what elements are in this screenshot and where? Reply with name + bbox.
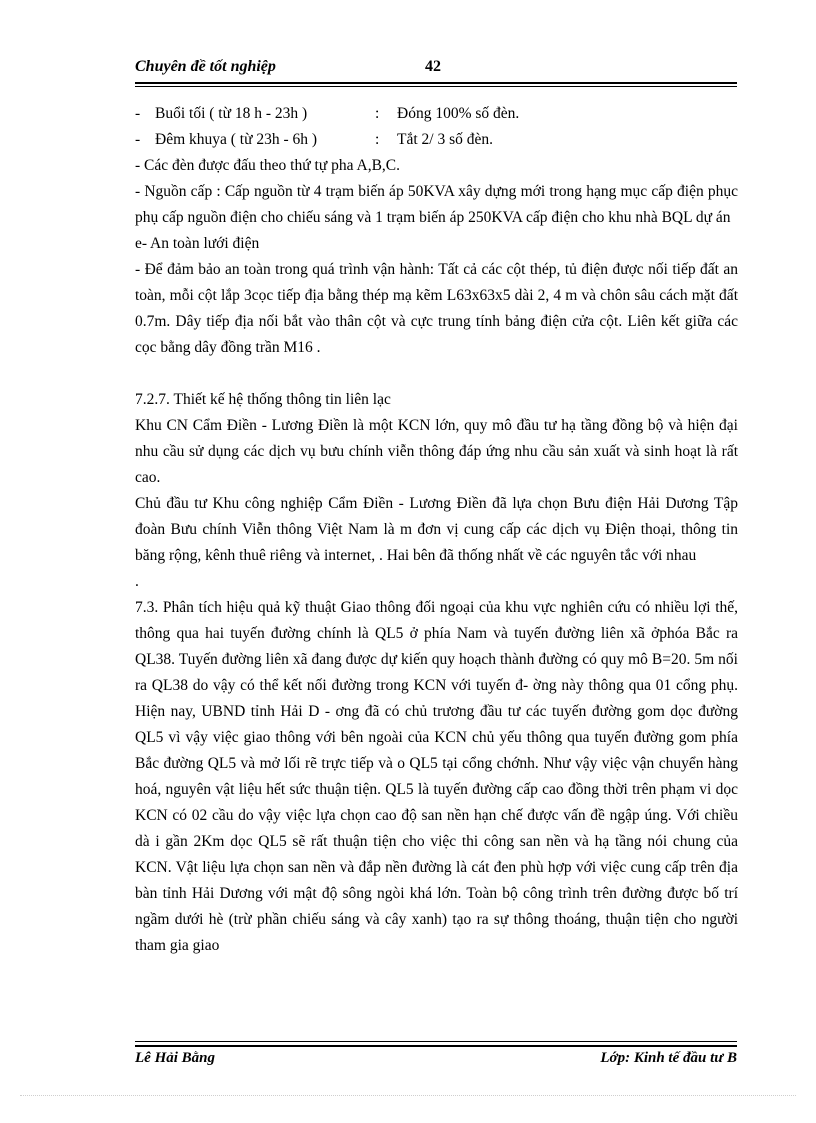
list-value: Đóng 100% số đèn. — [397, 105, 520, 122]
paragraph: - Để đảm bảo an toàn trong quá trình vận hành: Tất cả các cột thép, tủ điện được nối tiếp đất an toàn, mỗi cột lắp 3cọc tiếp địa bằng thép mạ kẽm L63x63x5 dài 2, 4 m và chôn sâu cách mặt đất 0.7m. Dây tiếp địa nối bắt vào thân cột và cực trung tính bảng điện cửa cột. Liên kết giữa các cọc bằng dây đồng trần M16 . — [135, 261, 738, 356]
header-rule-thin — [135, 86, 737, 87]
page-footer — [135, 1050, 737, 1072]
page-body — [135, 101, 738, 959]
paragraph: - Các đèn được đấu theo thứ tự pha A,B,C. — [135, 157, 400, 174]
footer-rule-thin — [135, 1041, 737, 1042]
list-item — [135, 101, 738, 127]
list-dash: - — [135, 131, 141, 148]
page-edge-divider — [20, 1095, 796, 1096]
section-heading: e- An toàn lưới điện — [135, 235, 260, 252]
list-colon: : — [375, 105, 380, 122]
page-number: 42 — [425, 58, 441, 75]
paragraph: Khu CN Cẩm Điền - Lương Điền là một KCN lớn, quy mô đầu tư hạ tầng đồng bộ và hiện đại nhu cầu sử dụng các dịch vụ bưu chính viễn thông đáp ứng nhu cầu sản xuất và sinh hoạt là rất cao. — [135, 417, 738, 486]
list-value: Tắt 2/ 3 số đèn. — [397, 131, 493, 148]
section-heading: 7.2.7. Thiết kế hệ thống thông tin liên lạc — [135, 391, 391, 408]
list-label: Đêm khuya ( từ 23h - 6h ) — [155, 131, 318, 148]
header-rule-thick — [135, 82, 737, 84]
list-colon: : — [375, 131, 380, 148]
list-label: Buổi tối ( từ 18 h - 23h ) — [155, 105, 308, 122]
spacer — [135, 361, 738, 387]
page-header — [135, 58, 737, 80]
footer-class: Lớp: Kinh tế đầu tư B — [600, 1050, 737, 1066]
list-dash: - — [135, 105, 141, 122]
footer-rule-thick — [135, 1045, 737, 1047]
paragraph: - Nguồn cấp : Cấp nguồn từ 4 trạm biến áp 50KVA xây dựng mới trong hạng mục cấp điện phục phụ cấp nguồn điện cho chiếu sáng và 1 trạm biến áp 250KVA cấp điện cho khu nhà BQL dự án — [135, 183, 738, 226]
header-title: Chuyên đề tốt nghiệp — [135, 58, 276, 75]
paragraph: Chủ đầu tư Khu công nghiệp Cẩm Điền - Lương Điền đã lựa chọn Bưu điện Hải Dương Tập đoàn Bưu chính Viễn thông Việt Nam là m đơn vị cung cấp các dịch vụ Điện thoại, thông tin băng rộng, kênh thuê riêng và internet, . Hai bên đã thống nhất về các nguyên tắc với nhau — [135, 495, 738, 564]
footer-author: Lê Hải Bằng — [135, 1050, 216, 1066]
paragraph: 7.3. Phân tích hiệu quả kỹ thuật Giao thông đối ngoại của khu vực nghiên cứu có nhiều lợi thế, thông qua hai tuyến đường chính là QL5 ở phía Nam và tuyến đường liên xã ởphóa Bắc ra QL38. Tuyến đường liên xã đang được dự kiến quy hoạch thành đường có quy mô B=20. 5m nối ra QL38 do vậy có thể kết nối đường trong KCN với tuyến đ- ờng này thông qua 01 cổng phụ. Hiện nay, UBND tỉnh Hải D - ơng đã có chủ trương đầu tư các tuyến đường gom dọc đường QL5 vì vậy việc giao thông với bên ngoài của KCN chủ yếu thông qua tuyến đường gom phía Bắc đường QL5 và mở lối rẽ trực tiếp và o QL5 tại cổng chớnh. Như vậy việc vận chuyển hàng hoá, nguyên vật liệu hết sức thuận tiện. QL5 là tuyến đường cấp cao đồng thời trên phạm vi dọc KCN có 02 cầu do vậy việc lựa chọn cao độ san nền hạn chế được vấn đề ngập úng. Với chiều dà i gần 2Km dọc QL5 sẽ rất thuận tiện cho việc thi công san nền và hạ tầng nói chung của KCN. Vật liệu lựa chọn san nền và đắp nền đường là cát đen phù hợp với việc cung cấp trên địa bàn tỉnh Hải Dương với mật độ sông ngòi khá lớn. Toàn bộ công trình trên đường được bố trí ngầm dưới hè (trừ phần chiếu sáng và cây xanh) tạo ra sự thông thoáng, thuận tiện cho người tham gia giao — [135, 599, 738, 954]
stray-dot: . — [135, 573, 139, 590]
list-item — [135, 127, 738, 153]
